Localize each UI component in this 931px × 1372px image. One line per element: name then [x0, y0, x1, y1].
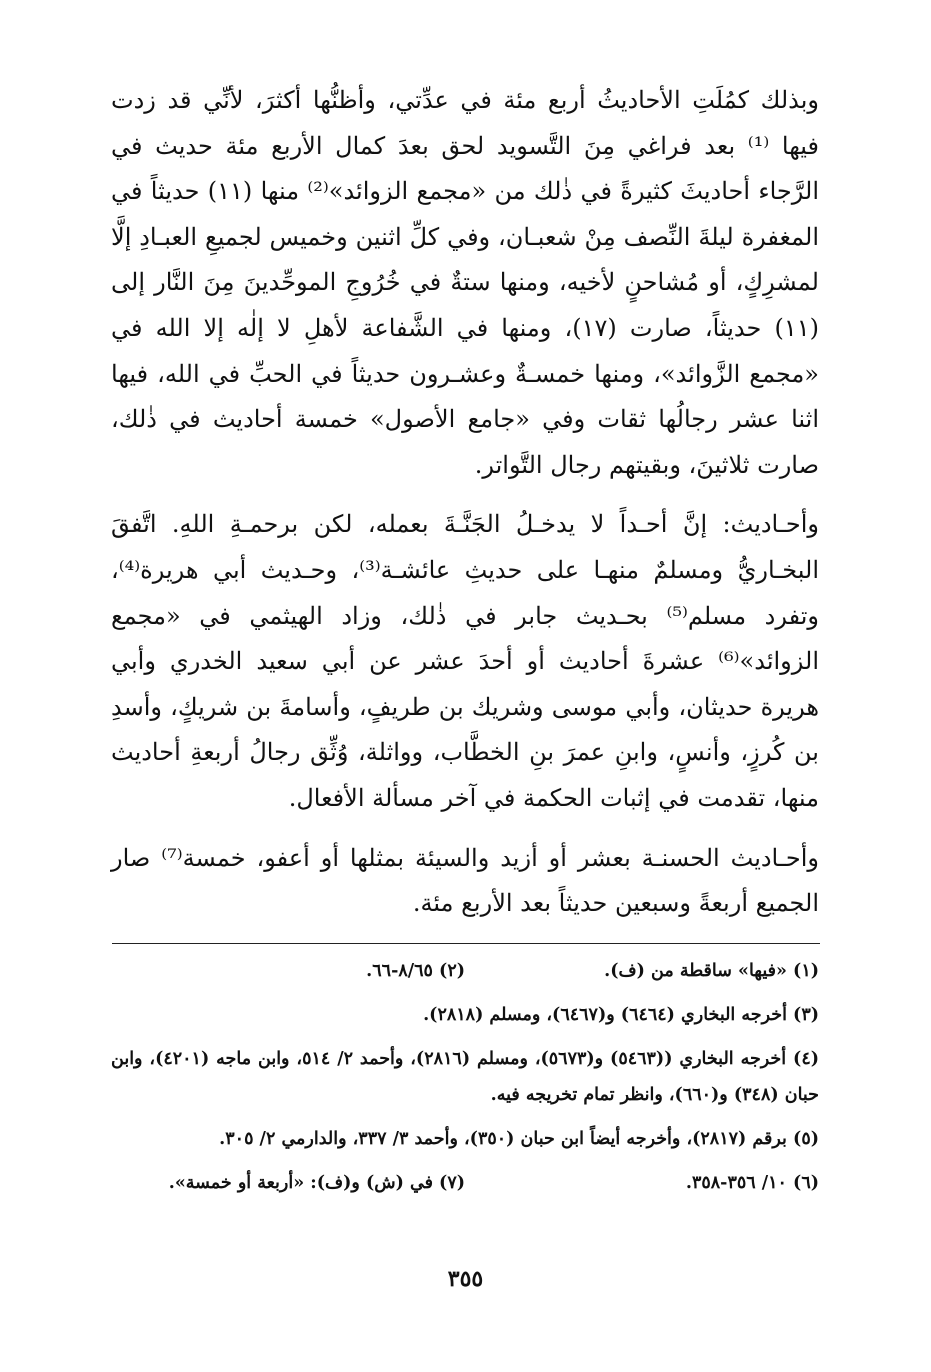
footnote-4: (٤) أخرجه البخاري ((٥٤٦٣) و(٥٦٧٣)، ومسلم (٢٨١٦)، وأحمد ٢/ ٥١٤، وابن ماجه (٤٢٠١)، وابن حبان (٣٤٨) و(٦٦٠)، وانظر تمام تخريجه فيه. — [111, 1049, 819, 1105]
footnote-2: (٢) ٨/٦٥-٦٦. — [366, 961, 465, 981]
footnote-5: (٥) برقم (٢٨١٧)، وأخرجه أيضاً ابن حبان (٣٥٠)، وأحمد ٣/ ٣٣٧، والدارمي ٢/ ٣٠٥. — [219, 1129, 819, 1149]
main-text — [111, 78, 819, 927]
paragraph-3: وأحـاديث الحسنـة بعشر أو أزيد والسيئة بمثلها أو أعفو، خمسة⁽⁷⁾ صار الجميع أربعةً وسبعين حديثاً بعد الأربع مئة. — [111, 843, 819, 918]
footnote-row — [111, 1165, 819, 1201]
footnote-row — [111, 953, 819, 989]
footnote-7: (٧) في (ش) و(ف): «أربعة أو خمسة». — [168, 1173, 465, 1193]
footnotes — [111, 953, 819, 1201]
page-number: ٣٥٥ — [447, 1266, 484, 1292]
footnote-6: (٦) ١٠/ ٣٥٦-٣٥٨. — [685, 1173, 819, 1193]
paragraph-1: وبذلك كمُلَتِ الأحاديثُ أربع مئة في عدِّتي، وأظنُّها أكثرَ، لأنِّي قد زدت فيها ⁽¹⁾ بعد فراغي مِنَ التَّسويد لحق بعدَ كمال الأربع مئة حديث في الرَّجاء أحاديثَ كثيرةً في ذٰلك من «مجمع الزوائد»⁽²⁾ منها (١١) حديثاً في المغفرة ليلةَ النِّصف مِنْ شعبـان، وفي كلِّ اثنين وخميس لجميعِ العبـادِ إلَّا لمشرِكٍ، أو مُشاحنٍ لأخيه، ومنها ستةٌ في خُرُوجِ الموحِّدينَ مِنَ النَّار إلى (١١) حديثاً، صارت (١٧)، ومنها في الشَّفاعة لأهلِ لا إلٰه إلا الله في «مجمع الزَّوائد»، ومنها خمسـةٌ وعشـرون حديثاً في الحبِّ في الله، فيها اثنا عشر رجالُها ثقات وفي «جامع الأصول» خمسة أحاديث في ذٰلك، صارت ثلاثينَ، وبقيتهم رجال التَّواتر. — [111, 86, 819, 479]
footnote-3: (٣) أخرجه البخاري (٦٤٦٤) و(٦٤٦٧)، ومسلم (٢٨١٨). — [423, 1005, 819, 1025]
paragraph-2: وأحـاديث: إنَّ أحـداً لا يدخـلُ الجَنَّـةَ بعمله، لكن برحمـةِ اللهِ. اتَّفقَ البخـاريُّ ومسلمٌ منهـا على حديثِ عائشـة⁽³⁾، وحـديث أبي هريرة⁽⁴⁾، وتفرد مسلم⁽⁵⁾ بحـديث جابر في ذٰلك، وزاد الهيثمي في «مجمع الزوائد»⁽⁶⁾ عشرةَ أحاديث أو أحدَ عشر عن أبي سعيد الخدري وأبي هريرة حديثان، وأبي موسى وشريك بن طريفٍ، وأسامةَ بن شريكٍ، وأسدِ بن كُرزٍ، وأنسٍ، وابنِ عمرَ بنِ الخطَّاب، وواثلة، وُثِّق رجالُ أربعةِ أحاديث منها، تقدمت في إثبات الحكمة في آخر مسألة الأفعال. — [111, 510, 820, 812]
footnote-separator — [112, 943, 820, 944]
footnote-1: (١) «فيها» ساقطة من (ف). — [604, 961, 819, 981]
